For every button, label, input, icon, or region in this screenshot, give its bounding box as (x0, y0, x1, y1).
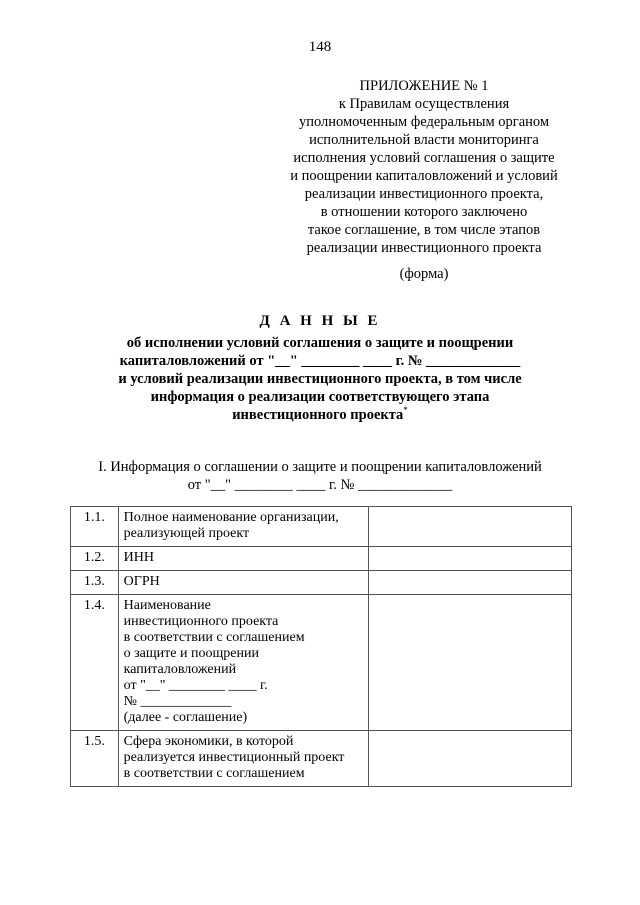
row-value (369, 595, 572, 731)
appendix-text-line: уполномоченным федеральным органом (298, 114, 550, 130)
row-label-line: (далее - соглашение) (123, 710, 248, 725)
table-row (71, 731, 572, 787)
row-label-line: Наименование (123, 598, 211, 613)
agreement-info-table (70, 506, 572, 787)
appendix-text-line: исполнительной власти мониторинга (309, 132, 539, 148)
appendix-title: ПРИЛОЖЕНИЕ № 1 (359, 78, 489, 94)
table-row (71, 571, 572, 595)
row-label-line: в соответствии с соглашением (123, 630, 305, 645)
section-heading (40, 458, 600, 494)
row-label-line: Сфера экономики, в которой (123, 734, 294, 749)
row-value (369, 731, 572, 787)
row-number: 1.2. (71, 547, 119, 571)
appendix-text-line: исполнения условий соглашения о защите (293, 150, 555, 166)
appendix-text-line: к Правилам осуществления (338, 96, 510, 112)
row-number: 1.4. (71, 595, 119, 731)
row-label-line: инвестиционного проекта (123, 614, 279, 629)
row-label (118, 571, 369, 595)
row-number: 1.5. (71, 731, 119, 787)
row-label-line: о защите и поощрении (123, 646, 259, 661)
row-number: 1.1. (71, 507, 119, 547)
subtitle-line-last (40, 406, 600, 424)
row-label-line: реализуется инвестиционный проект (123, 750, 345, 765)
row-label (118, 595, 369, 731)
row-label-line: ОГРН (123, 574, 160, 589)
row-label (118, 731, 369, 787)
row-label (118, 507, 369, 547)
row-label-line: Полное наименование организации, (123, 510, 339, 525)
row-label-line: от "__" ________ ____ г. (123, 678, 268, 693)
row-label-line: в соответствии с соглашением (123, 766, 305, 781)
row-value (369, 571, 572, 595)
row-value (369, 547, 572, 571)
subtitle-line: об исполнении условий соглашения о защите и поощрении (126, 335, 514, 351)
row-value (369, 507, 572, 547)
appendix-text-line: в отношении которого заключено (320, 204, 528, 220)
subtitle-line: информация о реализации соответствующего этапа (150, 389, 490, 405)
appendix-text-line: и поощрении капиталовложений и условий (290, 168, 558, 184)
footnote-mark: * (403, 405, 408, 416)
row-label-line: реализующей проект (123, 526, 250, 541)
row-label (118, 547, 369, 571)
document-title: Д А Н Н Ы Е (259, 313, 381, 329)
form-note: (форма) (399, 266, 449, 282)
page-number: 148 (308, 39, 332, 55)
section-heading-line: I. Информация о соглашении о защите и поощрении капиталовложений (98, 459, 542, 475)
row-number: 1.3. (71, 571, 119, 595)
section-heading-line: от "__" ________ ____ г. № _____________ (187, 477, 453, 493)
appendix-text-line: реализации инвестиционного проекта (306, 240, 542, 256)
subtitle-line-text: инвестиционного проекта (232, 407, 404, 423)
appendix-header (268, 77, 580, 257)
appendix-text-line: реализации инвестиционного проекта, (304, 186, 544, 202)
row-label-line: ИНН (123, 550, 154, 565)
table-row (71, 595, 572, 731)
table-row (71, 547, 572, 571)
table-row (71, 507, 572, 547)
subtitle-line: капиталовложений от "__" ________ ____ г. № _____________ (119, 353, 521, 369)
subtitle-line: и условий реализации инвестиционного проекта, в том числе (118, 371, 522, 387)
row-label-line: № _____________ (123, 694, 232, 709)
appendix-text-line: такое соглашение, в том числе этапов (307, 222, 541, 238)
document-subtitle (40, 334, 600, 424)
row-label-line: капиталовложений (123, 662, 237, 677)
